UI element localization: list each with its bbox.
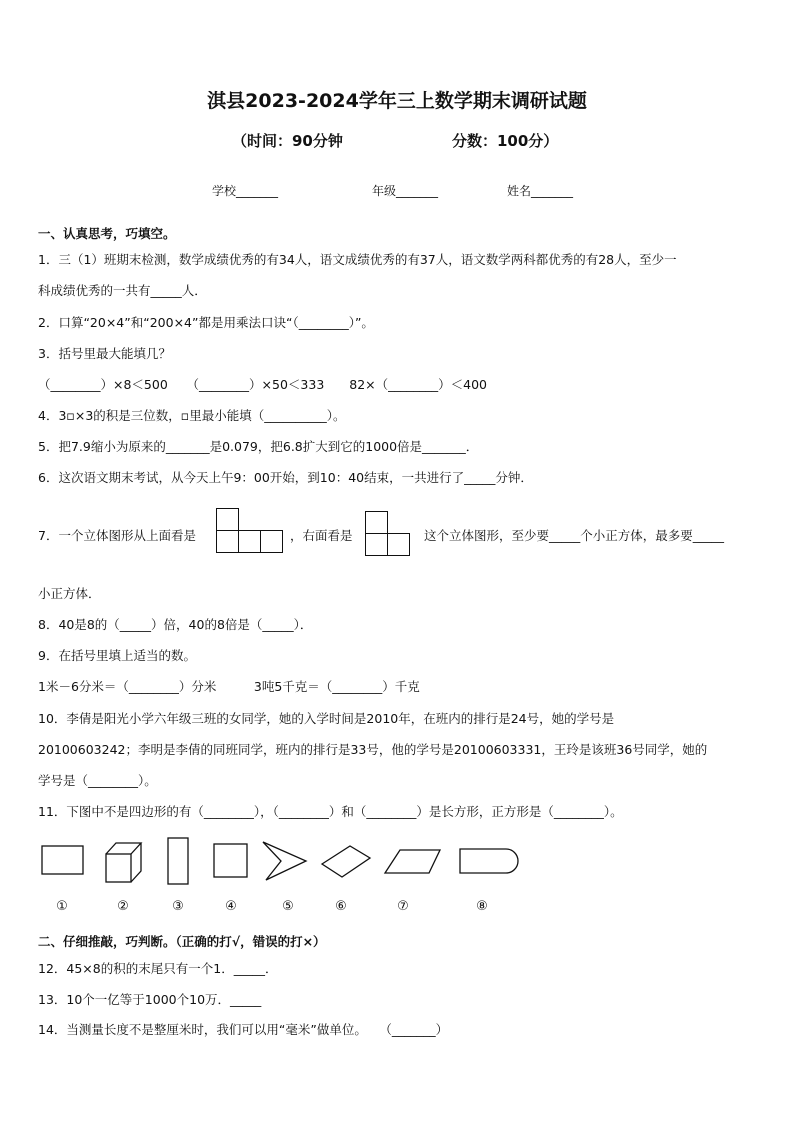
question-3-items: （________）×8＜500 （________）×50＜333 82×（________）＜400	[38, 377, 488, 392]
question-7-part-4: 小正方体．	[38, 586, 101, 601]
shape-4-square	[214, 844, 247, 877]
section-2-heading: 二、仔细推敲，巧判断。（正确的打√，错误的打×）	[38, 934, 326, 949]
question-10-line-3: 学号是（________）。	[38, 773, 157, 788]
shape-label-6: ⑥	[335, 899, 347, 914]
question-1-line-2: 科成绩优秀的一共有_____人．	[38, 283, 207, 298]
question-14: 14．当测量长度不是整厘米时，我们可以用“毫米”做单位。 （_______）	[38, 1022, 449, 1037]
question-10-line-2: 20100603242；李明是李倩的同班同学，班内的排行是33号，他的学号是20100603331，王玲是该班36号同学，她的	[38, 742, 708, 757]
question-2: 2．口算“20×4”和“200×4”都是用乘法口诀“（________）”。	[38, 315, 374, 330]
page-title: 淇县2023-2024学年三上数学期末调研试题	[207, 90, 587, 112]
school-field[interactable]: 学校_______	[212, 184, 279, 198]
shape-label-2: ②	[117, 899, 129, 914]
question-5: 5．把7.9缩小为原来的_______是0.079，把6.8扩大到它的1000倍是_______．	[38, 439, 479, 454]
question-7-part-2: ，右面看是	[290, 528, 353, 543]
shapes-figure	[36, 834, 536, 919]
shape-3-tall-rectangle	[168, 838, 188, 884]
question-9-items: 1米－6分米＝（________）分米 3吨5千克＝（________）千克	[38, 679, 420, 694]
question-3: 3．括号里最大能填几？	[38, 346, 171, 361]
question-9: 9．在括号里填上适当的数。	[38, 648, 196, 663]
shape-1-rectangle	[42, 846, 83, 874]
shape-label-4: ④	[225, 899, 237, 914]
question-6: 6．这次语文期末考试，从今天上午9：00开始，到10：40结束，一共进行了_____分钟．	[38, 470, 533, 485]
name-field[interactable]: 姓名_______	[507, 184, 574, 198]
shape-label-5: ⑤	[282, 899, 294, 914]
question-13: 13．10个一亿等于1000个10万．_____	[38, 992, 262, 1007]
shape-7-parallelogram	[385, 850, 440, 873]
shape-5-arrow	[263, 842, 306, 880]
grade-field[interactable]: 年级_______	[372, 184, 439, 198]
shape-2-cube	[106, 843, 141, 882]
question-1-line-1: 1．三（1）班期末检测，数学成绩优秀的有34人，语文成绩优秀的有37人，语文数学两科都优秀的有28人，至少一	[38, 252, 677, 267]
shape-label-8: ⑧	[476, 899, 488, 914]
section-1-heading: 一、认真思考，巧填空。	[38, 226, 176, 241]
shape-label-3: ③	[172, 899, 184, 914]
time-info: （时间：90分钟	[232, 132, 343, 150]
shape-6-rhombus	[322, 846, 370, 877]
question-11: 11．下图中不是四边形的有（________），（________）和（________）是长方形，正方形是（________）。	[38, 804, 623, 819]
question-12: 12．45×8的积的末尾只有一个1．_____．	[38, 961, 278, 976]
score-info: 分数：100分）	[452, 132, 559, 150]
question-7-part-3: 这个立体图形，至少要_____个小正方体，最多要_____	[424, 528, 725, 543]
question-4: 4．3▫×3的积是三位数，▫里最小能填（__________）。	[38, 408, 346, 423]
question-8: 8．40是8的（_____）倍，40的8倍是（_____）．	[38, 617, 313, 632]
question-10-line-1: 10．李倩是阳光小学六年级三班的女同学，她的入学时间是2010年，在班内的排行是24号，她的学号是	[38, 711, 615, 726]
question-7-part-1: 7．一个立体图形从上面看是	[38, 528, 196, 543]
shape-label-7: ⑦	[397, 899, 409, 914]
shape-label-1: ①	[56, 899, 68, 914]
shape-8-rounded-shape	[460, 849, 518, 873]
